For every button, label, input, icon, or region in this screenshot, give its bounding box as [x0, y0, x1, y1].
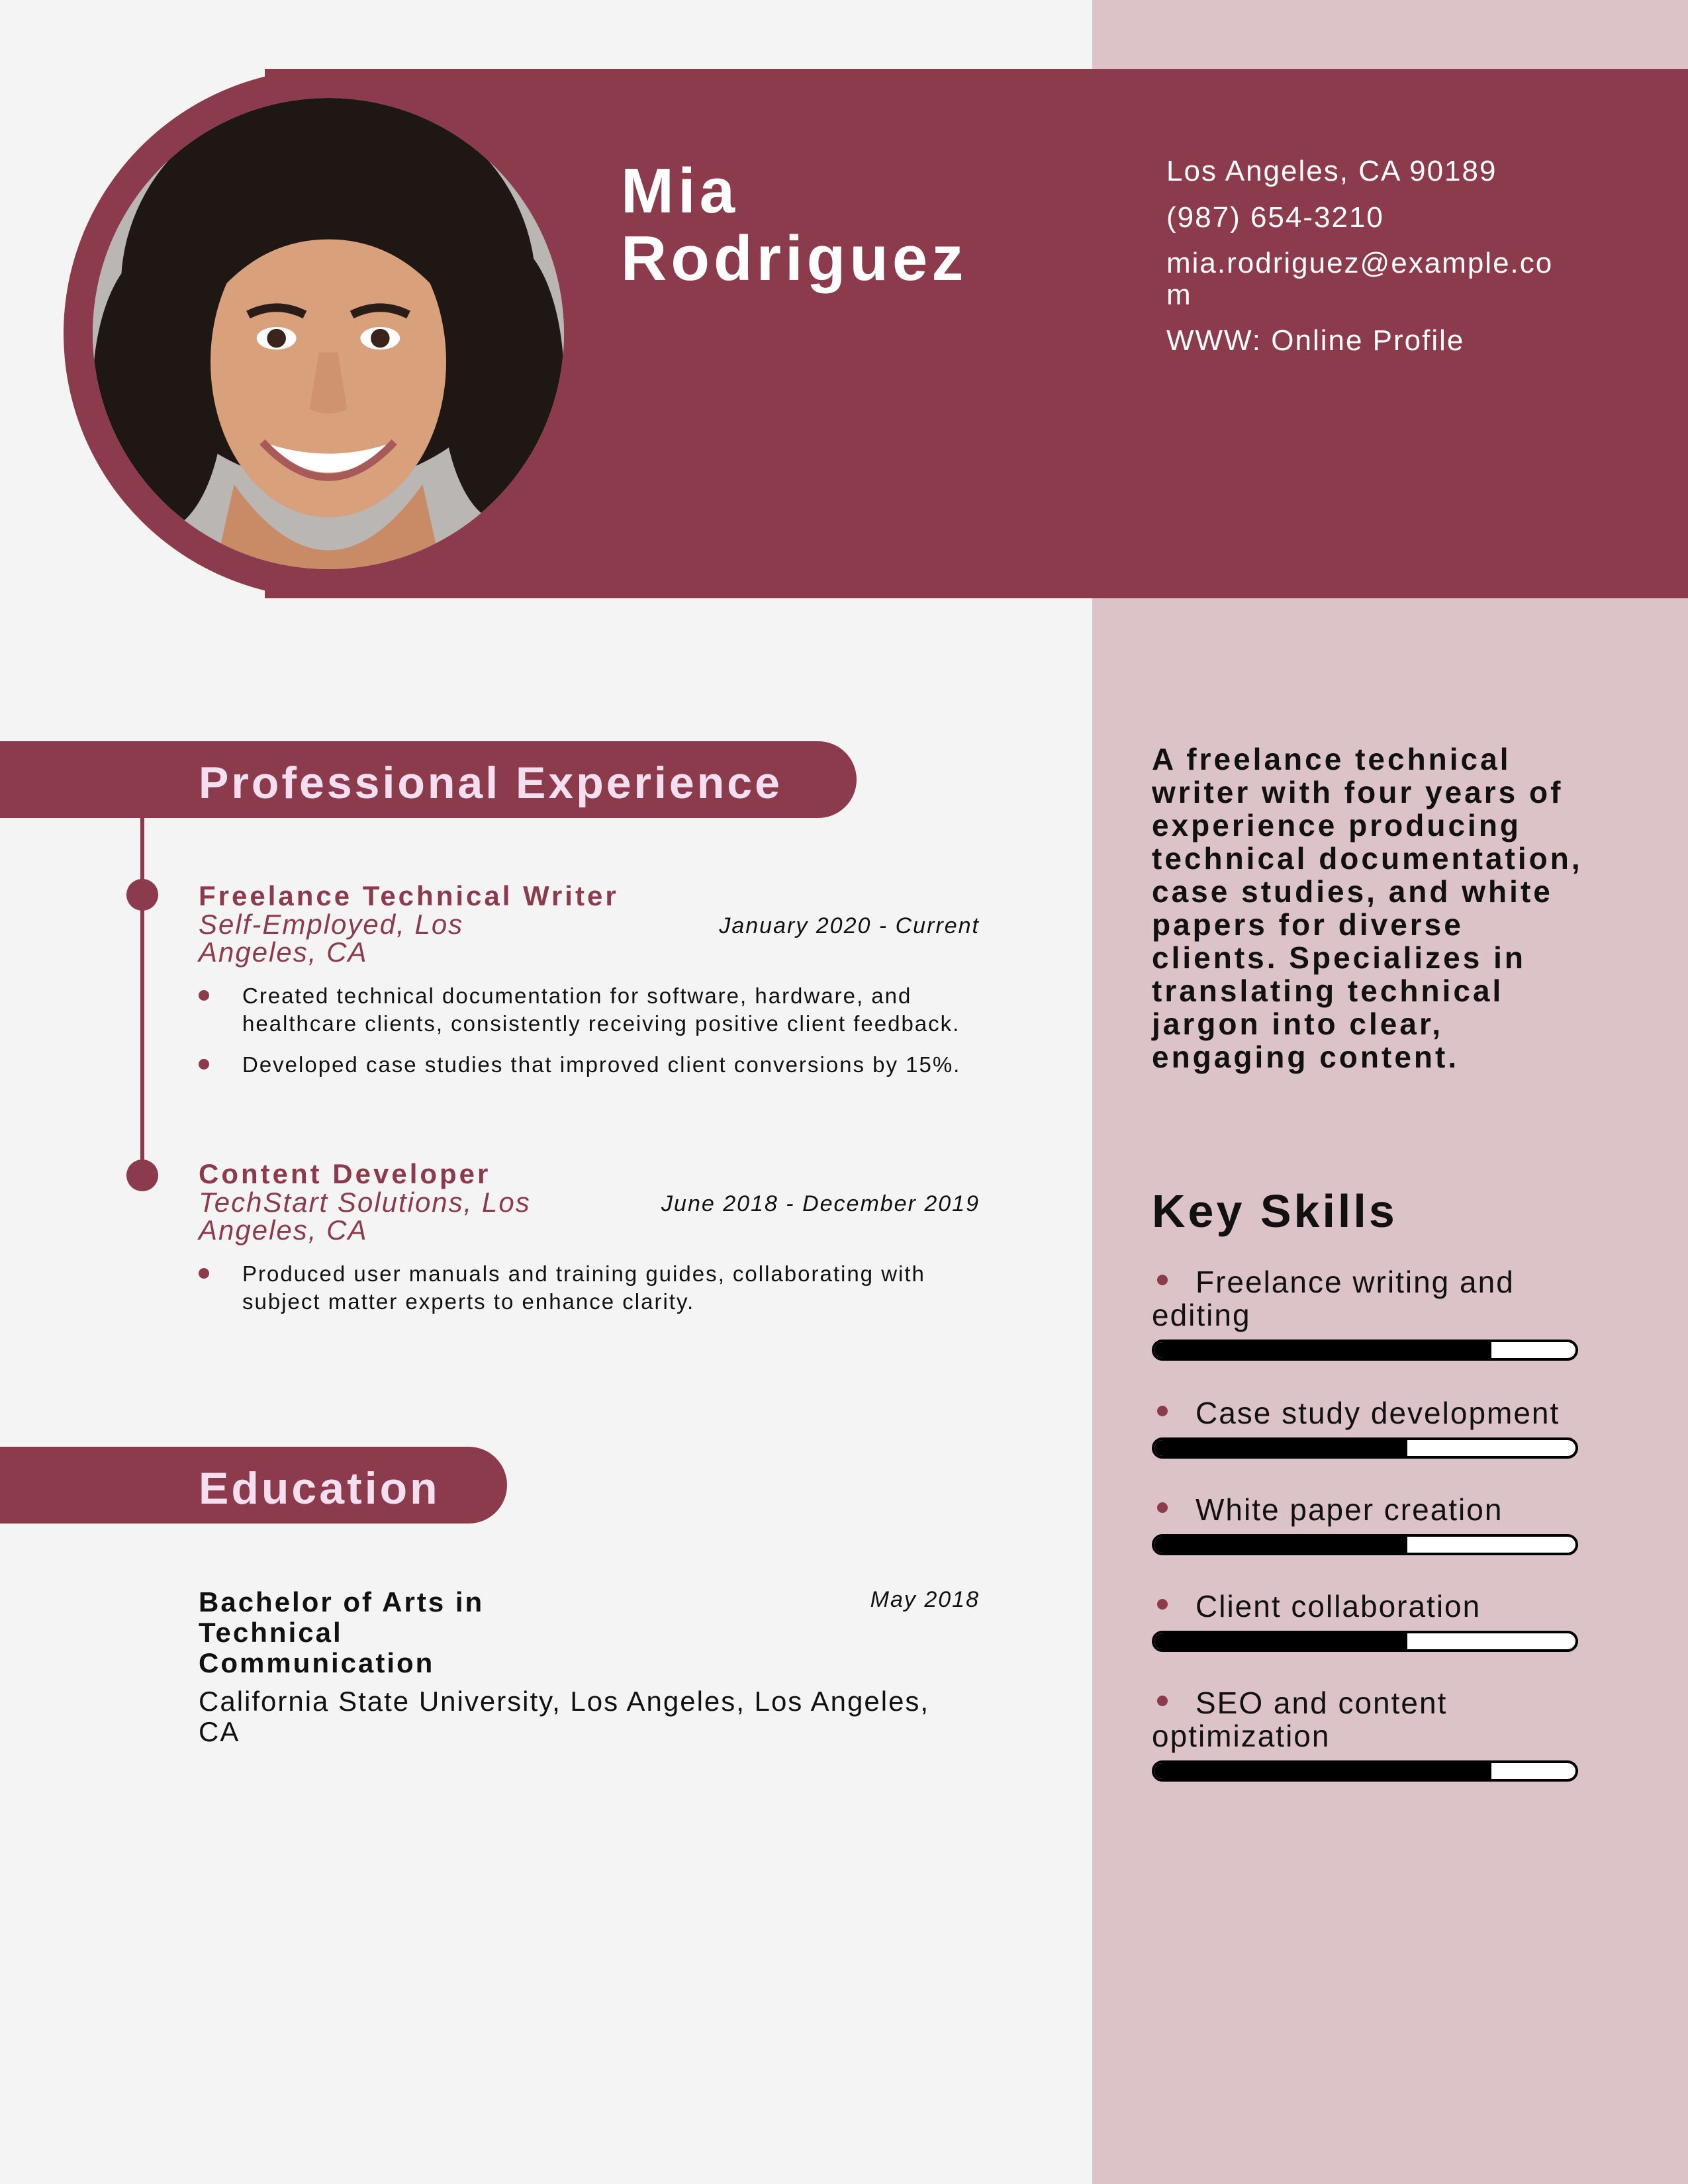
skill-bar [1152, 1340, 1578, 1361]
skill-name: Client collaboration [1196, 1589, 1481, 1623]
education-entry [199, 1587, 980, 1747]
job-title: Content Developer [199, 1158, 491, 1189]
job-company: TechStart Solutions, Los Angeles, CA [199, 1187, 531, 1246]
job-entry [199, 1160, 980, 1329]
skill-bar-fill [1154, 1763, 1491, 1779]
contact-block [1166, 155, 1577, 371]
bullet-icon [1157, 1599, 1168, 1610]
timeline-dot [126, 879, 158, 911]
professional-summary: A freelance technical writer with four years of experience producing technical documentation, case studies, and white papers for diverse clients. Specializes in translating technical jargon into clear, engaging content. [1152, 742, 1583, 1074]
job-dates: June 2018 - December 2019 [661, 1191, 980, 1216]
skill-item [1152, 1493, 1575, 1555]
skill-bar [1152, 1631, 1578, 1652]
job-bullet [199, 1260, 980, 1316]
timeline-dot [126, 1160, 158, 1191]
skill-name-line [1152, 1686, 1575, 1752]
graduation-date: May 2018 [870, 1587, 980, 1612]
bullet-text: Produced user manuals and training guides, collaborating with subject matter experts to enhance clarity. [242, 1261, 925, 1314]
skill-item [1152, 1686, 1575, 1782]
skill-name: Case study development [1196, 1396, 1560, 1430]
degree: Bachelor of Arts in Technical Communication [199, 1586, 485, 1678]
job-bullet [199, 982, 980, 1038]
school: California State University, Los Angeles, Los Angeles, CA [199, 1686, 930, 1747]
bullet-text: Developed case studies that improved client conversions by 15%. [242, 1052, 961, 1077]
skill-bar-fill [1154, 1440, 1407, 1456]
skill-name: Freelance writing and editing [1152, 1265, 1515, 1332]
profile-photo [93, 98, 564, 569]
contact-address: Los Angeles, CA 90189 [1166, 155, 1497, 187]
experience-heading-pill [0, 741, 857, 818]
bullet-icon [1157, 1406, 1168, 1416]
skill-item [1152, 1590, 1575, 1652]
bullet-icon [199, 1059, 209, 1069]
experience-heading: Professional Experience [199, 758, 782, 808]
education-heading: Education [199, 1463, 440, 1514]
contact-phone: (987) 654-3210 [1166, 201, 1384, 234]
skill-name-line [1152, 1493, 1575, 1526]
bullet-icon [1157, 1275, 1168, 1285]
bullet-icon [1157, 1696, 1168, 1706]
first-name: Mia [621, 156, 739, 226]
bullet-icon [1157, 1502, 1168, 1513]
job-bullet [199, 1051, 980, 1079]
skill-bar [1152, 1534, 1578, 1555]
skill-name: White paper creation [1196, 1492, 1503, 1527]
skill-name-line [1152, 1396, 1575, 1430]
contact-website[interactable]: WWW: Online Profile [1166, 324, 1465, 357]
job-bullets [199, 982, 980, 1079]
candidate-name [621, 158, 1071, 293]
job-dates: January 2020 - Current [719, 913, 980, 938]
job-bullets [199, 1260, 980, 1316]
timeline-line [140, 818, 144, 1175]
skill-bar [1152, 1760, 1578, 1782]
education-heading-pill [0, 1447, 507, 1524]
skill-bar-fill [1154, 1633, 1407, 1649]
bullet-icon [199, 990, 209, 1001]
skill-bar-fill [1154, 1537, 1407, 1553]
skills-heading: Key Skills [1152, 1185, 1397, 1237]
contact-email[interactable]: mia.rodriguez@example.com [1166, 247, 1554, 311]
job-title: Freelance Technical Writer [199, 880, 619, 911]
skill-bar-fill [1154, 1342, 1491, 1358]
bullet-text: Created technical documentation for software, hardware, and healthcare clients, consistently receiving positive client feedback. [242, 983, 961, 1036]
skill-name-line [1152, 1590, 1575, 1623]
last-name: Rodriguez [621, 223, 968, 294]
skill-name-line [1152, 1265, 1575, 1332]
bullet-icon [199, 1268, 209, 1279]
skill-item [1152, 1265, 1575, 1361]
skill-bar [1152, 1437, 1578, 1459]
skill-name: SEO and content optimization [1152, 1686, 1448, 1753]
job-company: Self-Employed, Los Angeles, CA [199, 909, 464, 968]
skill-item [1152, 1396, 1575, 1459]
job-entry [199, 882, 980, 1092]
